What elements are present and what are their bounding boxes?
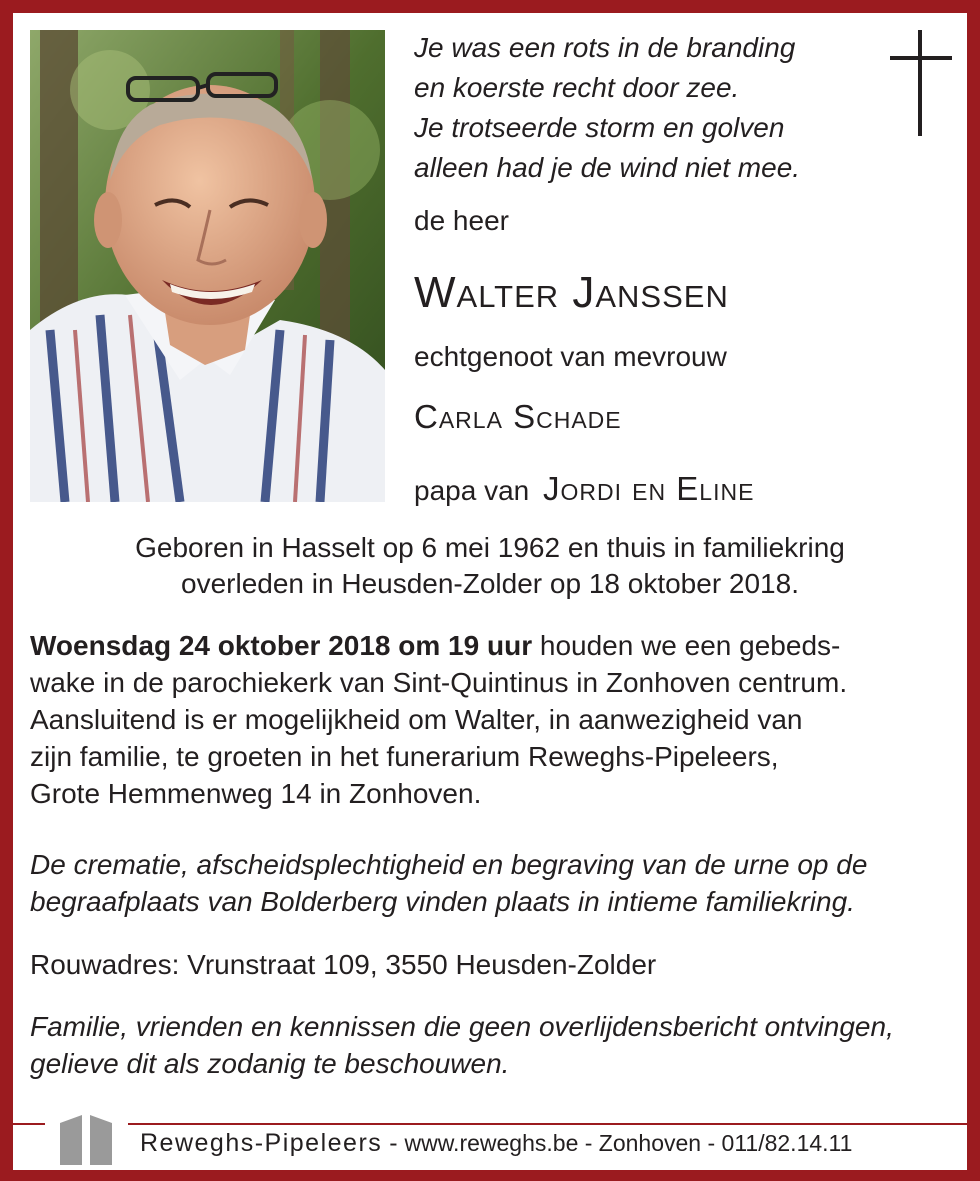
footer-separator: - [382,1129,405,1157]
notice-paragraph [30,1008,955,1082]
notice-line: Familie, vrienden en kennissen die geen overlijdensbericht ontvingen, [30,1011,894,1042]
wake-line-rest: houden we een gebeds- [532,630,841,661]
wake-datetime: Woensdag 24 oktober 2018 om 19 uur [30,630,533,661]
poem-line: alleen had je de wind niet mee. [414,152,801,183]
funeral-home-logo-icon [58,1113,114,1165]
birth-death-text [30,530,950,602]
wake-line: Aansluitend is er mogelijkheid om Walter, in aanwezigheid van [30,704,803,735]
poem-line: Je was een rots in de branding [414,32,796,63]
spouse-name: Carla Schade [414,398,622,435]
portrait-photo [30,30,385,502]
footer-divider [13,1123,45,1125]
cremation-line: De crematie, afscheidsplechtigheid en begraving van de urne op de [30,849,868,880]
children-names: Jordi en Eline [543,470,755,507]
poem-line: en koerste recht door zee. [414,72,740,103]
footer-company: Reweghs-Pipeleers [140,1129,383,1157]
address-line: Rouwadres: Vrunstraat 109, 3550 Heusden-Zolder [30,949,657,980]
poem [414,28,800,188]
cross-icon [890,30,952,136]
birth-death-line: Geboren in Hasselt op 6 mei 1962 en thuis in familiekring [135,532,845,563]
children-line [414,470,754,508]
wake-paragraph [30,627,955,812]
wake-line: Grote Hemmenweg 14 in Zonhoven. [30,778,482,809]
footer-divider [128,1123,967,1125]
footer-text [140,1129,852,1158]
birth-death-line: overleden in Heusden-Zolder op 18 oktober 2018. [181,568,799,599]
wake-line: wake in de parochiekerk van Sint-Quintinus in Zonhoven centrum. [30,667,848,698]
portrait-image [30,30,385,502]
footer-details: www.reweghs.be - Zonhoven - 011/82.14.11 [404,1130,853,1156]
children-intro: papa van [414,475,530,506]
title-prefix: de heer [414,205,509,236]
cremation-paragraph [30,846,955,920]
cremation-line: begraafplaats van Bolderberg vinden plaats in intieme familiekring. [30,886,855,917]
poem-line: Je trotseerde storm en golven [414,112,785,143]
notice-line: gelieve dit als zodanig te beschouwen. [30,1048,510,1079]
deceased-name: Walter Janssen [414,268,729,317]
spouse-intro: echtgenoot van mevrouw [414,341,727,372]
wake-line [30,627,955,664]
wake-line: zijn familie, te groeten in het funerarium Reweghs-Pipeleers, [30,741,779,772]
